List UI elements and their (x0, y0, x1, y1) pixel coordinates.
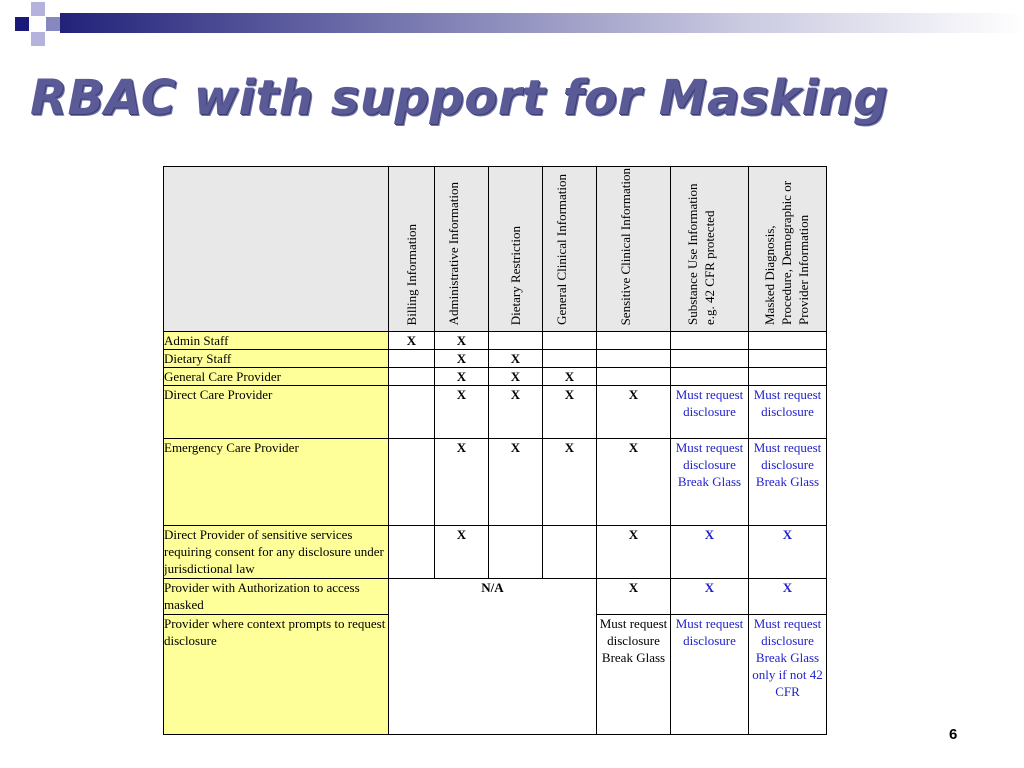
access-cell: Must request disclosure (749, 386, 827, 439)
role-cell: Emergency Care Provider (164, 439, 389, 526)
access-cell: Must request disclosure (671, 386, 749, 439)
access-cell: X (749, 579, 827, 615)
decor-square-navy (15, 17, 29, 31)
access-cell: X (435, 439, 489, 526)
role-cell: Direct Care Provider (164, 386, 389, 439)
access-cell (671, 368, 749, 386)
column-header (543, 167, 597, 332)
access-cell: X (435, 368, 489, 386)
column-header-label: Substance Use Information e.g. 42 CFR protected (684, 183, 717, 325)
column-header (597, 167, 671, 332)
access-cell: X (543, 368, 597, 386)
access-cell (671, 332, 749, 350)
access-cell: X (749, 526, 827, 579)
access-cell: X (389, 332, 435, 350)
access-cell: X (597, 526, 671, 579)
column-header (749, 167, 827, 332)
decor-square-mid (46, 17, 60, 31)
column-header-label: Sensitive Clinical Information (617, 167, 633, 325)
table-row (164, 386, 827, 439)
column-header (435, 167, 489, 332)
access-cell: X (543, 386, 597, 439)
not-applicable-cell: N/A (389, 579, 597, 615)
access-cell: X (597, 439, 671, 526)
role-cell: Provider with Authorization to access masked (164, 579, 389, 615)
access-cell: X (435, 332, 489, 350)
table-corner-cell (164, 167, 389, 332)
slide-title: RBAC with support for Masking (30, 70, 888, 126)
access-cell: X (489, 350, 543, 368)
access-cell (489, 526, 543, 579)
access-cell (489, 332, 543, 350)
access-cell: X (671, 526, 749, 579)
column-header-label: General Clinical Information (553, 174, 569, 325)
table-row (164, 350, 827, 368)
access-cell (749, 350, 827, 368)
role-cell: Dietary Staff (164, 350, 389, 368)
access-cell (389, 439, 435, 526)
access-cell (543, 526, 597, 579)
table-row (164, 615, 827, 735)
column-header-label: Dietary Restriction (508, 225, 523, 325)
decor-square-light-bottom (31, 32, 45, 46)
access-cell: Must request disclosure Break Glass (671, 439, 749, 526)
access-cell: X (435, 386, 489, 439)
table-row (164, 579, 827, 615)
role-cell: Admin Staff (164, 332, 389, 350)
access-cell (597, 368, 671, 386)
page-number: 6 (949, 726, 958, 743)
table-row (164, 368, 827, 386)
rbac-table (163, 166, 827, 735)
role-cell: Direct Provider of sensitive services requiring consent for any disclosure under jurisdictional law (164, 526, 389, 579)
empty-cell (389, 615, 597, 735)
access-cell: X (435, 526, 489, 579)
access-cell: X (543, 439, 597, 526)
access-cell: X (435, 350, 489, 368)
access-cell: Must request disclosure Break Glass (749, 439, 827, 526)
access-cell: X (671, 579, 749, 615)
role-cell: General Care Provider (164, 368, 389, 386)
column-header-label: Billing Information (404, 223, 419, 325)
table-row (164, 332, 827, 350)
access-cell (389, 368, 435, 386)
column-header-label: Masked Diagnosis, Procedure, Demographic or Provider Information (761, 180, 811, 325)
column-header (389, 167, 435, 332)
access-cell (543, 332, 597, 350)
access-cell: X (597, 386, 671, 439)
access-cell: Must request disclosure Break Glass (597, 615, 671, 735)
access-cell (749, 332, 827, 350)
decor-square-light-top (31, 2, 45, 16)
access-cell: X (489, 368, 543, 386)
role-cell: Provider where context prompts to request disclosure (164, 615, 389, 735)
access-cell (389, 350, 435, 368)
access-cell (597, 350, 671, 368)
column-header (489, 167, 543, 332)
access-cell (389, 386, 435, 439)
access-cell: Must request disclosure Break Glass only if not 42 CFR (749, 615, 827, 735)
access-cell (749, 368, 827, 386)
column-header (671, 167, 749, 332)
access-cell: X (489, 386, 543, 439)
table-row (164, 439, 827, 526)
access-cell (671, 350, 749, 368)
header-gradient-bar (60, 13, 1024, 33)
access-cell: X (489, 439, 543, 526)
column-header-label: Administrative Information (445, 181, 461, 325)
access-cell: Must request disclosure (671, 615, 749, 735)
table-row (164, 526, 827, 579)
access-cell (543, 350, 597, 368)
access-cell (389, 526, 435, 579)
table-header-row (164, 167, 827, 332)
access-cell: X (597, 579, 671, 615)
access-cell (597, 332, 671, 350)
